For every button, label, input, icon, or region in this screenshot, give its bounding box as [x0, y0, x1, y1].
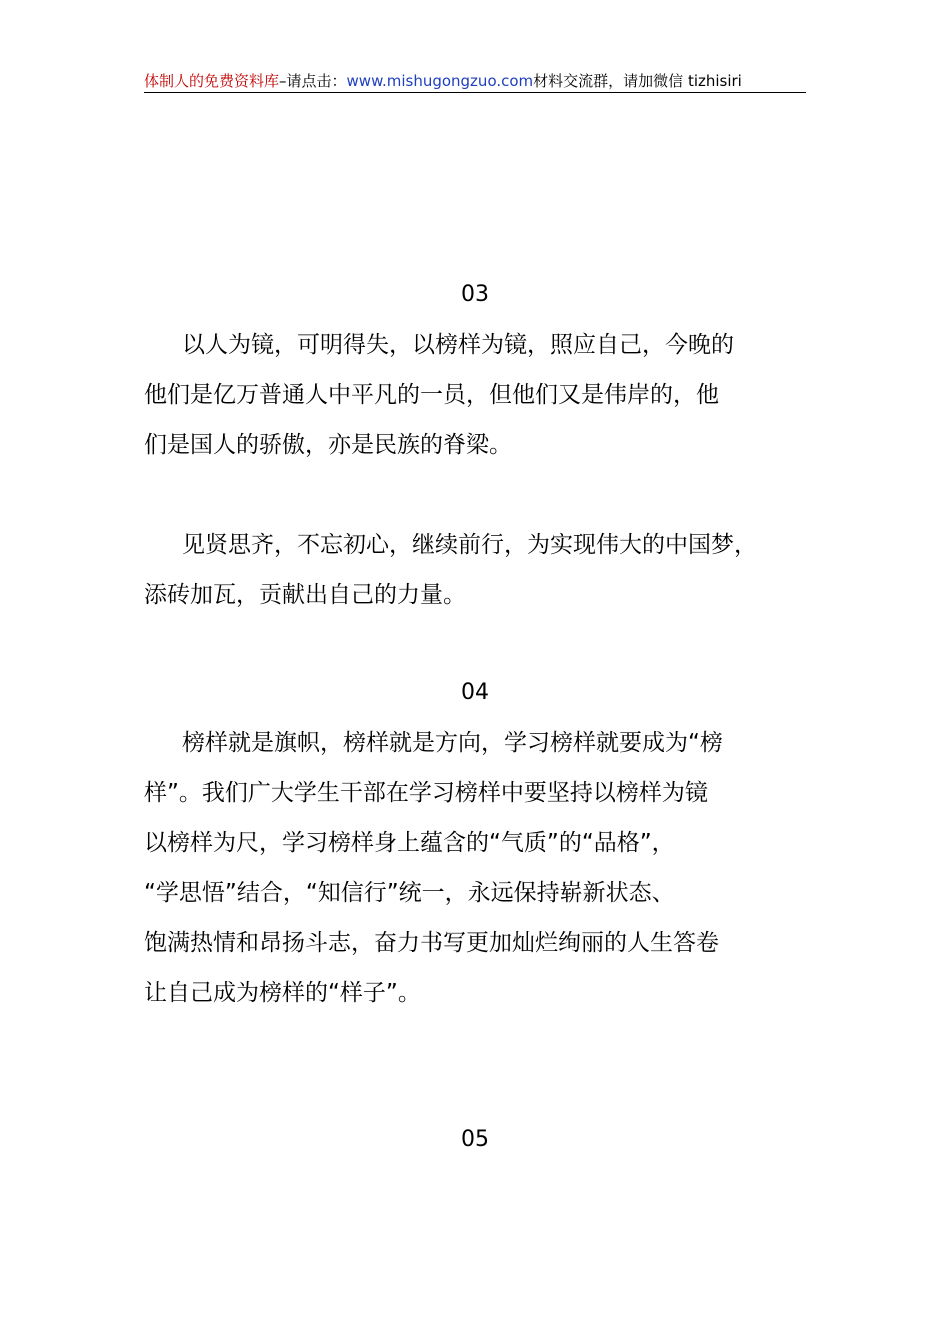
text-line: 们是国人的骄傲，亦是民族的脊梁。	[144, 432, 512, 458]
text-line: 他们是亿万普通人中平凡的一员，但他们又是伟岸的，他	[144, 382, 719, 408]
header-separator: –请点击：	[279, 72, 347, 90]
text-line: 以人为镜，可明得失，以榜样为镜，照应自己，今晚的	[182, 332, 734, 358]
header-url-link[interactable]: www.mishugongzuo.com	[346, 72, 534, 90]
paragraph-04-1	[144, 718, 814, 1018]
text-line: 添砖加瓦，贡献出自己的力量。	[144, 582, 466, 608]
section-number-04: 04	[461, 680, 489, 705]
text-line: “学思悟”结合，“知信行”统一，永远保持崭新状态、	[144, 880, 675, 906]
page-header	[144, 70, 806, 93]
paragraph-03-1	[144, 320, 814, 470]
paragraph-03-2	[144, 520, 814, 620]
text-line: 以榜样为尺，学习榜样身上蕴含的“气质”的“品格”，	[144, 830, 675, 856]
text-line: 榜样就是旗帜，榜样就是方向，学习榜样就要成为“榜	[182, 730, 723, 756]
header-contact-text: 材料交流群，请加微信 tizhisiri	[533, 72, 742, 90]
text-line: 让自己成为榜样的“样子”。	[144, 980, 421, 1006]
section-number-05: 05	[461, 1127, 489, 1152]
header-brand: 体制人的免费资料库	[144, 72, 280, 90]
section-number-03: 03	[461, 282, 489, 307]
text-line: 饱满热情和昂扬斗志，奋力书写更加灿烂绚丽的人生答卷	[144, 930, 719, 956]
text-line: 样”。我们广大学生干部在学习榜样中要坚持以榜样为镜	[144, 780, 708, 806]
text-line: 见贤思齐，不忘初心，继续前行，为实现伟大的中国梦，	[182, 532, 757, 558]
